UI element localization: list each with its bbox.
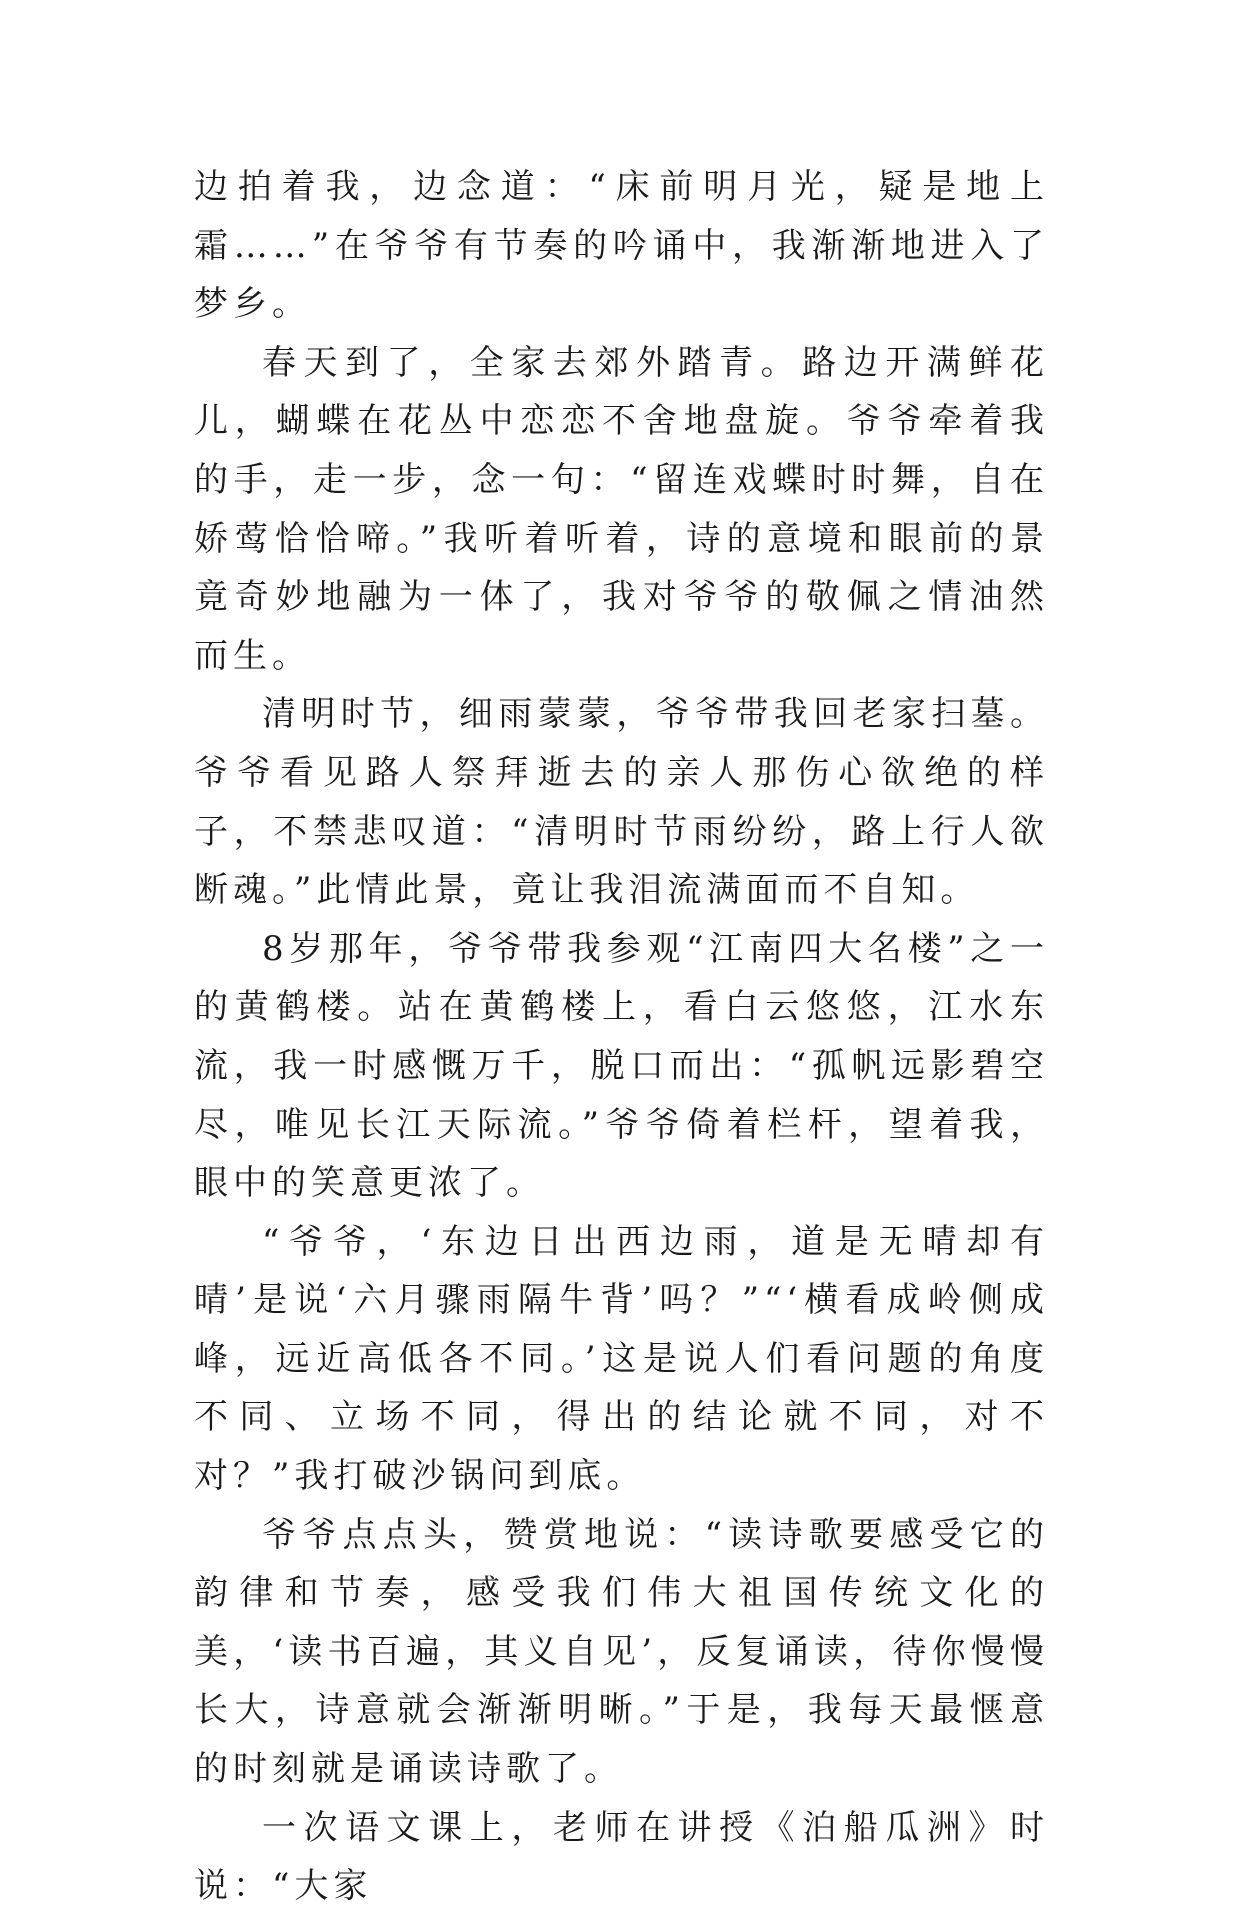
- paragraph-1: 边拍着我，边念道：“床前明月光，疑是地上霜……”在爷爷有节奏的吟诵中，我渐渐地进入了梦乡。: [194, 167, 1049, 325]
- paragraph-3: 清明时节，细雨蒙蒙，爷爷带我回老家扫墓。爷爷看见路人祭拜逝去的亲人那伤心欲绝的样子，不禁悲叹道：“清明时节雨纷纷，路上行人欲断魂。”此情此景，竟让我泪流满面而不自知。: [194, 694, 1049, 911]
- document-body: [194, 158, 1049, 1916]
- paragraph-4: 8岁那年，爷爷带我参观“江南四大名楼”之一的黄鹤楼。站在黄鹤楼上，看白云悠悠，江水东流，我一时感慨万千，脱口而出：“孤帆远影碧空尽，唯见长江天际流。”爷爷倚着栏杆，望着我，眼中的笑意更浓了。: [194, 928, 1049, 1204]
- paragraph-6: 爷爷点点头，赞赏地说：“读诗歌要感受它的韵律和节奏，感受我们伟大祖国传统文化的美，‘读书百遍，其义自见’，反复诵读，待你慢慢长大，诗意就会渐渐明晰。”于是，我每天最惬意的时刻就是诵读诗歌了。: [194, 1514, 1049, 1790]
- paragraph-2: 春天到了，全家去郊外踏青。路边开满鲜花儿，蝴蝶在花丛中恋恋不舍地盘旋。爷爷牵着我的手，走一步，念一句：“留连戏蝶时时舞，自在娇莺恰恰啼。”我听着听着，诗的意境和眼前的景竟奇妙地融为一体了，我对爷爷的敬佩之情油然而生。: [194, 342, 1049, 676]
- paragraph-5: “爷爷，‘东边日出西边雨，道是无晴却有晴’是说‘六月骤雨隔牛背’吗？”“‘横看成岭侧成峰，远近高低各不同。’这是说人们看问题的角度不同、立场不同，得出的结论就不同，对不对？”我打破沙锅问到底。: [194, 1221, 1049, 1497]
- paragraph-7: 一次语文课上，老师在讲授《泊船瓜洲》时说：“大家: [194, 1807, 1049, 1907]
